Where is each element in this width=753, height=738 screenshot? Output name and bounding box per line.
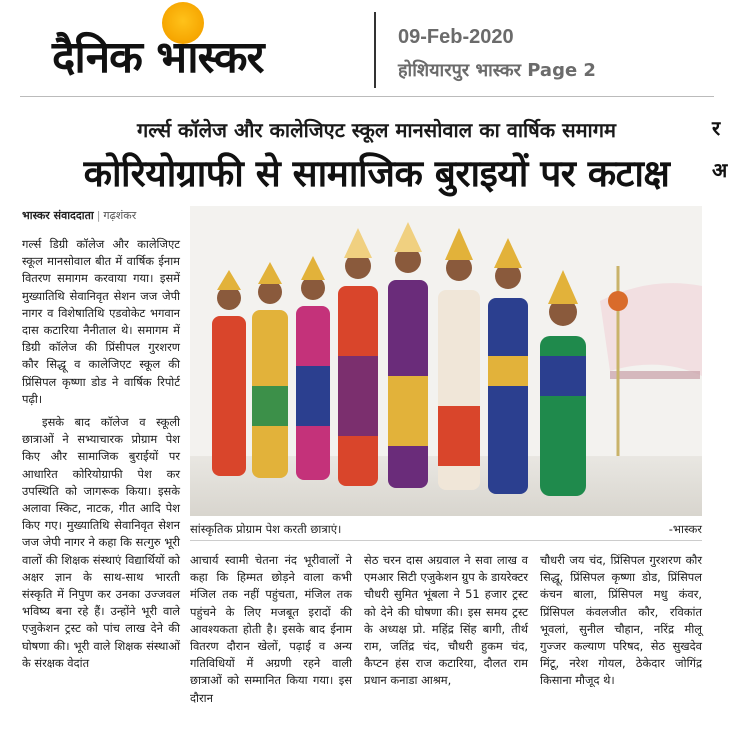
article-headline: कोरियोग्राफी से सामाजिक बुराइयों पर कटाक्ष xyxy=(83,152,670,195)
article-column-1 xyxy=(22,236,180,678)
article-column-2 xyxy=(190,552,352,707)
reporter: भास्कर संवाददाता xyxy=(22,209,94,222)
photo-caption xyxy=(190,522,702,537)
byline-separator: | xyxy=(96,209,101,222)
article-column-4 xyxy=(540,552,702,690)
caption-rule xyxy=(190,540,702,541)
dateline-place: गढ़शंकर xyxy=(103,209,137,222)
article-kicker: गर्ल्स कॉलेज और कालेजिएट स्कूल मानसोवाल का वार्षिक समागम xyxy=(137,118,616,142)
decor-flower xyxy=(608,291,628,311)
photo-credit: -भास्कर xyxy=(668,522,702,536)
paragraph: चौधरी जय चंद, प्रिंसिपल गुरशरण कौर सिद्धू, प्रिंसिपल कृष्णा डोड, प्रिंसिपल कंचन बाला, प्रिंसिपल मधु कंवर, प्रिंसिपल कंवलजीत कौर, रविकांत भूवलां, सुनील चौहान, नरिंद्र मीलू गुज्जर कल्याण परिषद, सेठ सुखदेव मिंटू, नरेश गोयल, ठेकेदार जोगिंद्र किसाना मौजूद थे। xyxy=(540,553,702,688)
paragraph: सेठ चरन दास अग्रवाल ने सवा लाख व एमआर सिटी एजुकेशन ग्रुप के डायरेक्टर चौधरी सुमित भूंबला ने 51 हजार ट्रस्ट को देने की घोषणा की। इस समय ट्रस्ट के अध्यक्ष प्रो. महिंद्र सिंह बागी, तीर्थ राम, जतिंद्र चंद, चौधरी हुकम चंद, कैप्टन हंस राज कटारिया, दौलत राम प्रधान कनाडा आश्रम, xyxy=(364,553,528,688)
caption-text: सांस्कृतिक प्रोग्राम पेश करती छात्राएं। xyxy=(190,522,342,536)
paragraph: इसके बाद कॉलेज व स्कूली छात्राओं ने सभ्याचारक प्रोग्राम पेश किए और सामाजिक बुराईयों पर आधारित कोरियोग्राफी पेश कर उपस्थिति को जागरूक किया। इसके अलावा स्किट, नाटक, गीत आदि पेश किए गए। मुख्यातिथि सेवानिवृत सेशन जज जेपी नागर ने कहा कि सत्गुरु भूरी वालों की शिक्षक संस्थाएं विद्यार्थियों को अक्षर ज्ञान के साथ-साथ भारती संस्कृति में निपुण कर उनका उज्जवल भविष्य बना रहे हैं। उन्होंने भूरी वाले एजुकेशन ट्रस्ट को पांच लाख देने की घोषणा की। भूरी वाले शिक्षक संस्थाओं के संरक्षक वेदांत xyxy=(22,415,180,670)
paragraph: आचार्य स्वामी चेतना नंद भूरीवालों ने कहा कि हिम्मत छोड़ने वाला कभी मंजिल तक नहीं पहुंचता, मंजिल तक पहुंचने के लिए मजबूत इरादों की आवश्यकता होती है। इसके बाद ईनाम वितरण दौरान खेलों, पढ़ाई व अन्य गतिविधियों में अग्रणी रहने वाली छात्राओं को सम्मानित किया गया। इस दौरान xyxy=(190,553,352,705)
adjacent-article-edge: अ xyxy=(712,158,728,182)
canopy-trim xyxy=(610,371,700,379)
article-column-3 xyxy=(364,552,528,690)
issue-date: 09-Feb-2020 xyxy=(398,26,514,48)
masthead-divider xyxy=(374,12,376,88)
paragraph: गर्ल्स डिग्री कॉलेज और कालेजिएट स्कूल मानसोवाल बीत में वार्षिक ईनाम वितरण समागम करवाया गया। इसमें मुख्यातिथि सेवानिवृत सेशन जज जेपी नागर व विशेषातिथि एडवोकेट भगवान दास कटारिया नैनीताल थे। समागम में डिग्री कॉलेज की प्रिंसीपल गुरशरण कौर सिद्धू व कालेजिएट स्कूल की प्रिंसिपल कृष्णा डोड ने वार्षिक रिपोर्ट पढ़ी। xyxy=(22,237,180,406)
adjacent-article-edge: र xyxy=(712,116,721,140)
dancers-illustration xyxy=(190,206,702,516)
edition-page: होशियारपुर भास्कर Page 2 xyxy=(398,60,596,81)
byline xyxy=(22,208,136,223)
newspaper-logo: दैनिक भास्कर xyxy=(52,32,264,83)
masthead-rule xyxy=(20,96,714,97)
article-photo xyxy=(190,206,702,516)
